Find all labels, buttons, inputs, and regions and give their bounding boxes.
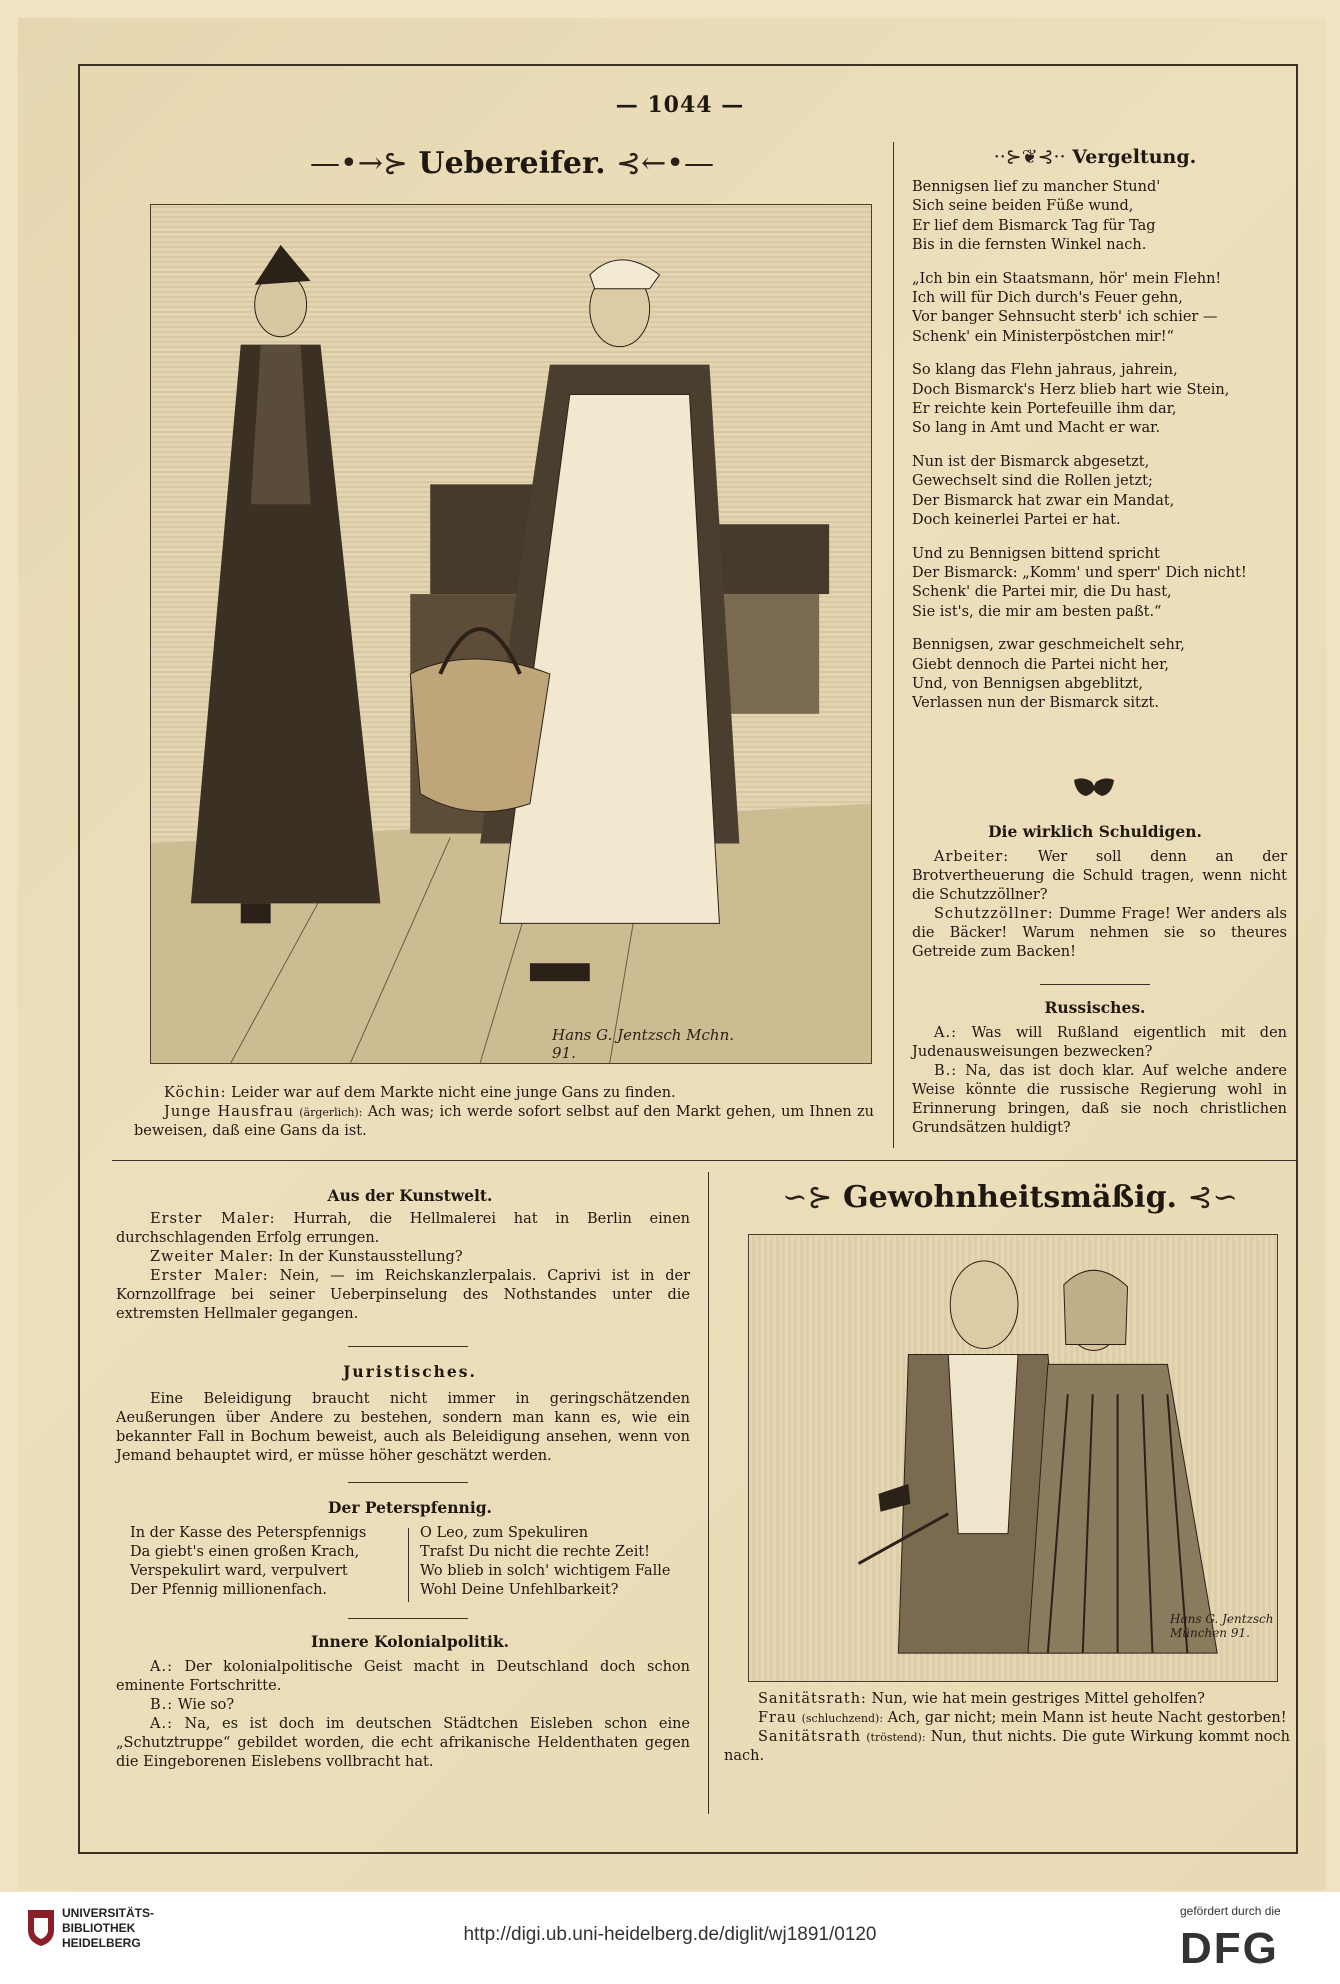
funding-note: gefördert durch die bbox=[1180, 1904, 1281, 1918]
illustration-signature: Hans G. Jentzsch Mchn. 91. bbox=[552, 1026, 734, 1062]
library-name: UNIVERSITÄTS- BIBLIOTHEK HEIDELBERG bbox=[62, 1906, 155, 1950]
column-divider-top bbox=[893, 142, 894, 1148]
section-rule bbox=[348, 1618, 468, 1619]
stanza: Nun ist der Bismarck abgesetzt, Gewechselt sind die Rollen jetzt; Der Bismarck hat zwar ein Mandat, Doch keinerlei Partei er hat. bbox=[912, 453, 1175, 529]
illustration-cook-and-housewife bbox=[150, 204, 872, 1064]
stanza: „Ich bin ein Staatsmann, hör' mein Flehn! Ich will für Dich durch's Feuer gehn, Vor banger Sehnsucht sterb' ich schier — Schenk' ein Ministerpöstchen mir!“ bbox=[912, 270, 1222, 345]
stanza: Und zu Bennigsen bittend spricht Der Bismarck: „Komm' und sperr' Dich nicht! Schenk' die Partei mir, die Du hast, Sie ist's, die mir am besten paßt.“ bbox=[912, 545, 1247, 620]
section-rule bbox=[348, 1346, 468, 1347]
stanza: Bennigsen, zwar geschmeichelt sehr, Giebt dennoch die Partei nicht her, Und, von Bennigsen abgeblitzt, Verlassen nun der Bismarck sitzt. bbox=[912, 637, 1185, 712]
section-rule bbox=[1040, 984, 1150, 985]
vergeltung-heading: ··⊱❦⊰·· Vergeltung. bbox=[993, 146, 1197, 168]
kunstwelt-title: Aus der Kunstwelt. bbox=[327, 1186, 493, 1205]
stanza: So klang das Flehn jahraus, jahrein, Doch Bismarck's Herz blieb hart wie Stein, Er reichte kein Portefeuille ihm dar, So lang in Amt und Macht er war. bbox=[912, 362, 1230, 437]
peterspfennig-title: Der Peterspfennig. bbox=[328, 1498, 492, 1517]
section-rule bbox=[348, 1482, 468, 1483]
gewohnheitsmaessig-heading: ∽⊱ Gewohnheitsmäßig. ⊰∽ bbox=[782, 1180, 1238, 1215]
stanza: Bennigsen lief zu mancher Stund' Sich seine beiden Füße wund, Er lief dem Bismarck Tag für Tag Bis in die fernsten Winkel nach. bbox=[912, 179, 1161, 254]
university-seal-icon bbox=[26, 1908, 56, 1948]
page-number: — 1044 — bbox=[615, 92, 745, 118]
kolonial-title: Innere Kolonialpolitik. bbox=[311, 1632, 509, 1651]
kunstwelt-text: Erster Maler: Hurrah, die Hellmalerei hat in Berlin einen durchschlagenden Erfolg errungen. Zweiter Maler: In der Kunstausstellung? Erster Maler: Nein, — im Reichskanzlerpalais. Caprivi ist in der Kornzollfrage bei seiner Ueberpinselung des Nothstandes unter die extremsten Hellmaler gegangen. bbox=[116, 1211, 691, 1322]
russisches-text: A.: Was will Rußland eigentlich mit den Judenausweisungen bezwecken? B.: Na, das ist doch klar. Auf welche andere Weise könnte die russische Regierung wohl in Erinnerung bringen, daß sie noch christlichen Grundsätzen huldigt? bbox=[912, 1025, 1287, 1136]
mask-ornament-icon bbox=[1072, 776, 1116, 802]
juristisches-text: Eine Beleidigung braucht nicht immer in geringschätzenden Aeußerungen über Andere zu bestehen, sondern man kann es, wie ein bekannter Fall in Bochum beweist, auch als Beleidigung ansehen, wenn von Jemand behauptet wird, er müsse höher geschätzt werden. bbox=[116, 1391, 690, 1464]
uebereifer-caption: Köchin: Leider war auf dem Markte nicht eine junge Gans zu finden. Junge Hausfrau (ärgerlich): Ach was; ich werde sofort selbst auf den Markt gehen, um Ihnen zu beweisen, daß eine Gans da ist. bbox=[134, 1085, 874, 1139]
uebereifer-heading bbox=[310, 146, 714, 181]
source-url-link[interactable]: http://digi.ub.uni-heidelberg.de/diglit/wj1891/0120 bbox=[463, 1924, 877, 1945]
gewohnheitsmaessig-caption: Sanitätsrath: Nun, wie hat mein gestriges Mittel geholfen? Frau (schluchzend): Ach, gar nicht; mein Mann ist heute Nacht gestorben! Sanitätsrath (tröstend): Nun, thut nichts. Die gute Wirkung kommt noch nach. bbox=[724, 1691, 1290, 1764]
ornament-left: —•→⊱ bbox=[310, 146, 408, 181]
horizontal-divider bbox=[112, 1160, 1298, 1161]
uebereifer-title: Uebereifer. bbox=[418, 146, 606, 181]
kolonial-text: A.: Der kolonialpolitische Geist macht in Deutschland doch schon eminente Fortschritte. B.: Wie so? A.: Na, es ist doch im deutschen Städtchen Eisleben schon eine „Schutztruppe“ gebildet worden, die echt afrikanische Heldenthaten gegen die Eingeborenen Eislebens vollbracht hat. bbox=[116, 1659, 691, 1770]
russisches-title: Russisches. bbox=[1044, 998, 1146, 1017]
vergeltung-poem bbox=[912, 178, 1292, 728]
schuldigen-title: Die wirklich Schuldigen. bbox=[988, 822, 1202, 841]
schuldigen-text: Arbeiter: Wer soll denn an der Brotvertheuerung die Schuld tragen, wenn nicht die Schutzzöllner? Schutzzöllner: Dumme Frage! Wer anders als die Bäcker! Warum nehmen sie so theures Getreide zum Backen! bbox=[912, 849, 1288, 960]
illustration-signature: Hans G. Jentzsch München 91. bbox=[1170, 1612, 1274, 1640]
poem-divider bbox=[408, 1528, 409, 1602]
column-divider-bottom bbox=[708, 1172, 709, 1814]
ornament-right: ⊰←•— bbox=[615, 146, 714, 181]
dfg-logo: DFG bbox=[1180, 1924, 1279, 1973]
vergeltung-title: Vergeltung. bbox=[1072, 146, 1197, 168]
peterspfennig-right: O Leo, zum Spekuliren Trafst Du nicht die rechte Zeit! Wo blieb in solch' wichtigem Falle Wohl Deine Unfehlbarkeit? bbox=[420, 1525, 671, 1598]
peterspfennig-left: In der Kasse des Peterspfennigs Da giebt's einen großen Krach, Verspekulirt ward, verpulvert Der Pfennig millionenfach. bbox=[130, 1525, 367, 1598]
library-logo bbox=[26, 1906, 186, 1966]
gewohnheitsmaessig-title: Gewohnheitsmäßig. bbox=[843, 1180, 1177, 1215]
juristisches-title: Juristisches. bbox=[343, 1362, 477, 1381]
